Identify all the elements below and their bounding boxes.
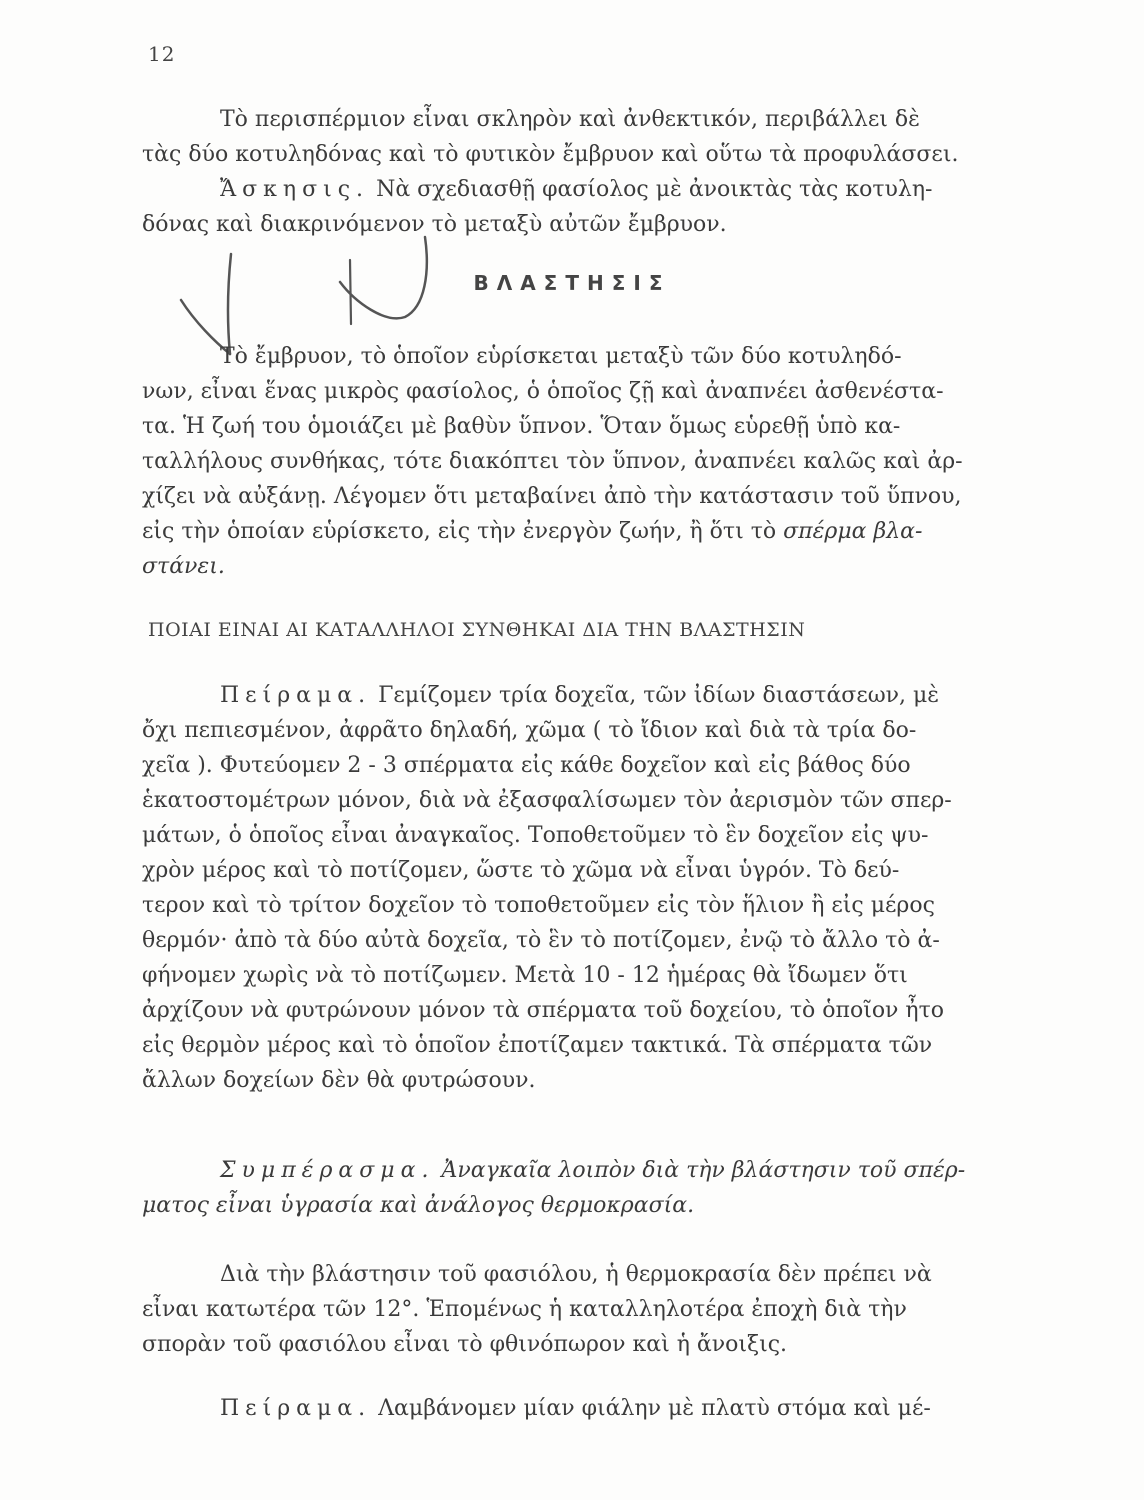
- text-line: σπορὰν τοῦ φασιόλου εἶναι τὸ φθινόπωρον καὶ ἡ ἄνοιξις.: [142, 1332, 788, 1357]
- page-number: 12: [148, 42, 176, 66]
- text-line: ἀρχίζουν νὰ φυτρώνουν μόνον τὰ σπέρματα τοῦ δοχείου, τὸ ὁποῖον ἦτο: [142, 998, 945, 1023]
- section-title: ΒΛΑΣΤΗΣΙΣ: [473, 271, 671, 295]
- experiment-text: Γεμίζομεν τρία δοχεῖα, τῶν ἰδίων διαστάσεων, μὲ: [378, 683, 940, 708]
- experiment-text: Λαμβάνομεν μίαν φιάλην μὲ πλατὺ στόμα καὶ μέ-: [378, 1396, 931, 1421]
- text-line: μάτων, ὁ ὁποῖος εἶναι ἀναγκαῖος. Τοποθετοῦμεν τὸ ἓν δοχεῖον εἰς ψυ-: [142, 823, 929, 848]
- text-line: φήνομεν χωρὶς νὰ τὸ ποτίζωμεν. Μετὰ 10 - 12 ἡμέρας θὰ ἴδωμεν ὅτι: [142, 963, 908, 988]
- text-line: ταλλήλους συνθήκας, τότε διακόπτει τὸν ὕπνον, ἀναπνέει καλῶς καὶ ἀρ-: [142, 449, 963, 474]
- text-line: εἰς θερμὸν μέρος καὶ τὸ ὁποῖον ἐποτίζαμεν τακτικά. Τὰ σπέρματα τῶν: [142, 1033, 933, 1058]
- conclusion-text: Ἀναγκαῖα λοιπὸν διὰ τὴν βλάστησιν τοῦ σπέρ-: [441, 1158, 966, 1183]
- text-fragment-italic: σπέρμα βλα-: [783, 519, 923, 544]
- text-line: Τὸ περισπέρμιον εἶναι σκληρὸν καὶ ἀνθεκτικόν, περιβάλλει δὲ: [220, 107, 920, 132]
- text-line: δόνας καὶ διακρινόμενον τὸ μεταξὺ αὐτῶν ἔμβρυον.: [142, 212, 727, 237]
- text-line: ὄχι πεπιεσμένον, ἀφρᾶτο δηλαδή, χῶμα ( τὸ ἴδιον καὶ διὰ τὰ τρία δο-: [142, 718, 917, 743]
- experiment-line: [142, 678, 1052, 713]
- text-line: χεῖα ). Φυτεύομεν 2 - 3 σπέρματα εἰς κάθε δοχεῖον καὶ εἰς βάθος δύο: [142, 753, 911, 778]
- conclusion-label: Συμπέρασμα.: [220, 1158, 435, 1183]
- experiment-label: Πείραμα.: [220, 1396, 372, 1421]
- text-line: εἶναι κατωτέρα τῶν 12°. Ἑπομένως ἡ καταλληλοτέρα ἐποχὴ διὰ τὴν: [142, 1297, 907, 1322]
- text-line: τα. Ἡ ζωή του ὁμοιάζει μὲ βαθὺν ὕπνον. Ὅταν ὅμως εὑρεθῇ ὑπὸ κα-: [142, 414, 901, 439]
- text-fragment: εἰς τὴν ὁποίαν εὑρίσκετο, εἰς τὴν ἐνεργὸν ζωήν, ἢ ὅτι τὸ: [142, 519, 777, 544]
- paragraph-temperature: [142, 1257, 1052, 1362]
- text-line: Διὰ τὴν βλάστησιν τοῦ φασιόλου, ἡ θερμοκρασία δὲν πρέπει νὰ: [220, 1262, 932, 1287]
- text-line: χρὸν μέρος καὶ τὸ ποτίζομεν, ὥστε τὸ χῶμα νὰ εἶναι ὑγρόν. Τὸ δεύ-: [142, 858, 900, 883]
- text-line: τερον καὶ τὸ τρίτον δοχεῖον τὸ τοποθετοῦμεν εἰς τὸν ἥλιον ἢ εἰς μέρος: [142, 893, 935, 918]
- text-line: ἑκατοστομέτρων μόνον, διὰ νὰ ἐξασφαλίσωμεν τὸν ἀερισμὸν τῶν σπερ-: [142, 788, 952, 813]
- text-line: ματος εἶναι ὑγρασία καὶ ἀνάλογος θερμοκρασία.: [142, 1193, 695, 1218]
- text-line: [142, 514, 1052, 549]
- text-line: τὰς δύο κοτυληδόνας καὶ τὸ φυτικὸν ἔμβρυον καὶ οὕτω τὰ προφυλάσσει.: [142, 142, 959, 167]
- paragraph-germination: [142, 339, 1052, 584]
- paragraph-experiment-1: [142, 678, 1052, 1098]
- experiment-label: Πείραμα.: [220, 683, 372, 708]
- text-line: ἄλλων δοχείων δὲν θὰ φυτρώσουν.: [142, 1068, 536, 1093]
- text-line: θερμόν· ἀπὸ τὰ δύο αὐτὰ δοχεῖα, τὸ ἓν τὸ ποτίζομεν, ἐνῷ τὸ ἄλλο τὸ ἀ-: [142, 928, 940, 953]
- text-line: στάνει.: [142, 554, 225, 579]
- text-line: νων, εἶναι ἕνας μικρὸς φασίολος, ὁ ὁποῖος ζῇ καὶ ἀναπνέει ἀσθενέστα-: [142, 379, 944, 404]
- paragraph-conclusion: [142, 1153, 1052, 1223]
- exercise-text: Νὰ σχεδιασθῇ φασίολος μὲ ἀνοικτὰς τὰς κοτυλη-: [376, 177, 933, 202]
- text-line: χίζει νὰ αὐξάνῃ. Λέγομεν ὅτι μεταβαίνει ἀπὸ τὴν κατάστασιν τοῦ ὕπνου,: [142, 484, 962, 509]
- paragraph-perisperm: [142, 102, 1052, 242]
- experiment-line: [142, 1391, 1052, 1426]
- exercise-label: Ἄσκησις.: [220, 177, 370, 202]
- exercise-line: [142, 172, 1052, 207]
- conclusion-line: [142, 1153, 1052, 1188]
- subsection-title: ΠΟΙΑΙ ΕΙΝΑΙ ΑΙ ΚΑΤΑΛΛΗΛΟΙ ΣΥΝΘΗΚΑΙ ΔΙΑ ΤΗΝ ΒΛΑΣΤΗΣΙΝ: [148, 619, 806, 641]
- paragraph-experiment-2: [142, 1391, 1052, 1426]
- text-line: Τὸ ἔμβρυον, τὸ ὁποῖον εὑρίσκεται μεταξὺ τῶν δύο κοτυληδό-: [220, 344, 902, 369]
